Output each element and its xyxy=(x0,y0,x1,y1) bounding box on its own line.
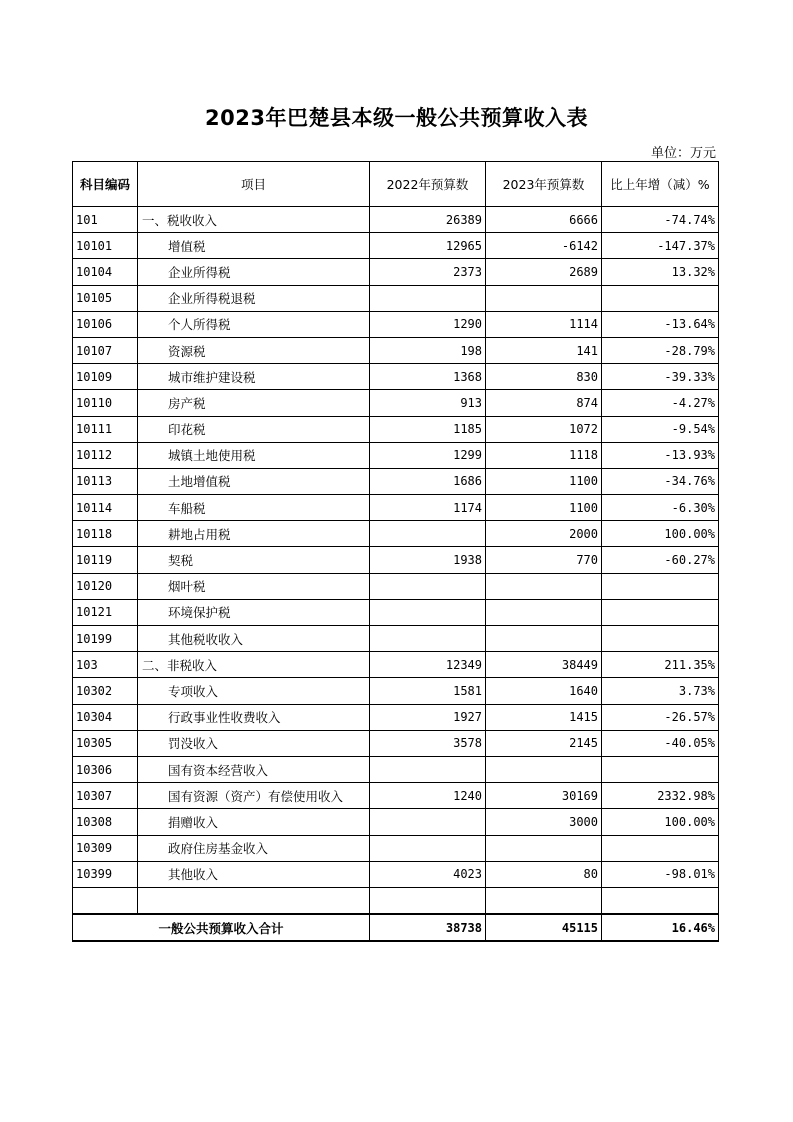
cell-item: 国有资本经营收入 xyxy=(138,756,370,782)
cell-code: 10307 xyxy=(73,783,138,809)
header-2023: 2023年预算数 xyxy=(486,162,602,207)
cell-2023: -6142 xyxy=(486,233,602,259)
cell-code: 10101 xyxy=(73,233,138,259)
table-row xyxy=(73,468,719,494)
header-item: 项目 xyxy=(138,162,370,207)
budget-table xyxy=(72,161,719,942)
cell-change: -4.27% xyxy=(602,390,719,416)
cell-item: 城镇土地使用税 xyxy=(138,442,370,468)
cell-2023 xyxy=(486,887,602,914)
table-row xyxy=(73,704,719,730)
cell-2022 xyxy=(370,887,486,914)
cell-2022: 12349 xyxy=(370,652,486,678)
cell-change: -74.74% xyxy=(602,207,719,233)
table-row xyxy=(73,599,719,625)
cell-code: 10105 xyxy=(73,285,138,311)
cell-change xyxy=(602,573,719,599)
cell-change: 100.00% xyxy=(602,809,719,835)
cell-item: 城市维护建设税 xyxy=(138,364,370,390)
cell-2023: 1118 xyxy=(486,442,602,468)
header-code: 科目编码 xyxy=(73,162,138,207)
cell-2023: 2689 xyxy=(486,259,602,285)
page-title: 2023年巴楚县本级一般公共预算收入表 xyxy=(205,106,588,130)
table-row xyxy=(73,495,719,521)
cell-code: 10106 xyxy=(73,311,138,337)
table-row xyxy=(73,442,719,468)
table-row xyxy=(73,547,719,573)
cell-code xyxy=(73,887,138,914)
cell-item: 增值税 xyxy=(138,233,370,259)
cell-2023 xyxy=(486,835,602,861)
cell-2023: 874 xyxy=(486,390,602,416)
cell-2023 xyxy=(486,285,602,311)
cell-item: 环境保护税 xyxy=(138,599,370,625)
cell-code: 10114 xyxy=(73,495,138,521)
cell-item: 国有资源（资产）有偿使用收入 xyxy=(138,783,370,809)
cell-change: -39.33% xyxy=(602,364,719,390)
cell-code: 10302 xyxy=(73,678,138,704)
total-label: 一般公共预算收入合计 xyxy=(73,914,370,941)
cell-change xyxy=(602,756,719,782)
cell-item: 其他收入 xyxy=(138,861,370,887)
cell-2022: 3578 xyxy=(370,730,486,756)
cell-item: 企业所得税 xyxy=(138,259,370,285)
cell-change: -98.01% xyxy=(602,861,719,887)
cell-item: 行政事业性收费收入 xyxy=(138,704,370,730)
cell-code: 10399 xyxy=(73,861,138,887)
cell-change xyxy=(602,887,719,914)
cell-code: 10308 xyxy=(73,809,138,835)
cell-2022: 1927 xyxy=(370,704,486,730)
cell-change: -147.37% xyxy=(602,233,719,259)
cell-2023 xyxy=(486,599,602,625)
cell-change: 100.00% xyxy=(602,521,719,547)
table-row xyxy=(73,861,719,887)
cell-2023 xyxy=(486,756,602,782)
unit-label: 单位：万元 xyxy=(650,146,716,161)
cell-2022: 2373 xyxy=(370,259,486,285)
cell-2023: 2000 xyxy=(486,521,602,547)
cell-code: 10121 xyxy=(73,599,138,625)
cell-item: 烟叶税 xyxy=(138,573,370,599)
total-2022: 38738 xyxy=(370,914,486,941)
cell-2023: 141 xyxy=(486,337,602,363)
cell-code: 10118 xyxy=(73,521,138,547)
header-row xyxy=(73,162,719,207)
table-row xyxy=(73,233,719,259)
cell-item: 车船税 xyxy=(138,495,370,521)
cell-2022: 1290 xyxy=(370,311,486,337)
cell-code: 10109 xyxy=(73,364,138,390)
cell-item: 耕地占用税 xyxy=(138,521,370,547)
table-row xyxy=(73,835,719,861)
table-row xyxy=(73,809,719,835)
cell-2023: 6666 xyxy=(486,207,602,233)
cell-change xyxy=(602,285,719,311)
cell-change: 211.35% xyxy=(602,652,719,678)
cell-item: 捐赠收入 xyxy=(138,809,370,835)
table-row xyxy=(73,207,719,233)
cell-2023: 1100 xyxy=(486,468,602,494)
cell-2022: 4023 xyxy=(370,861,486,887)
cell-change: 3.73% xyxy=(602,678,719,704)
cell-code: 10304 xyxy=(73,704,138,730)
table-row xyxy=(73,756,719,782)
cell-2022 xyxy=(370,285,486,311)
cell-2022 xyxy=(370,521,486,547)
cell-item: 土地增值税 xyxy=(138,468,370,494)
table-row xyxy=(73,311,719,337)
cell-item: 资源税 xyxy=(138,337,370,363)
table-row xyxy=(73,416,719,442)
cell-2023: 770 xyxy=(486,547,602,573)
cell-code: 10111 xyxy=(73,416,138,442)
header-2022: 2022年预算数 xyxy=(370,162,486,207)
cell-2023: 1072 xyxy=(486,416,602,442)
cell-item: 企业所得税退税 xyxy=(138,285,370,311)
total-change: 16.46% xyxy=(602,914,719,941)
cell-item: 个人所得税 xyxy=(138,311,370,337)
cell-code: 10110 xyxy=(73,390,138,416)
cell-item: 罚没收入 xyxy=(138,730,370,756)
cell-change: -13.64% xyxy=(602,311,719,337)
cell-2022: 1368 xyxy=(370,364,486,390)
cell-2022: 1938 xyxy=(370,547,486,573)
cell-2023: 3000 xyxy=(486,809,602,835)
table-row xyxy=(73,337,719,363)
cell-change xyxy=(602,835,719,861)
cell-code: 10199 xyxy=(73,626,138,652)
cell-2022: 12965 xyxy=(370,233,486,259)
cell-2023: 80 xyxy=(486,861,602,887)
cell-2022 xyxy=(370,599,486,625)
cell-item: 专项收入 xyxy=(138,678,370,704)
cell-2022: 1686 xyxy=(370,468,486,494)
cell-2023: 1640 xyxy=(486,678,602,704)
cell-2023: 1100 xyxy=(486,495,602,521)
cell-2023 xyxy=(486,573,602,599)
table-row xyxy=(73,390,719,416)
cell-change: 13.32% xyxy=(602,259,719,285)
cell-2023: 38449 xyxy=(486,652,602,678)
cell-2022: 913 xyxy=(370,390,486,416)
header-change: 比上年增（减）% xyxy=(602,162,719,207)
cell-item: 政府住房基金收入 xyxy=(138,835,370,861)
cell-2022: 1174 xyxy=(370,495,486,521)
total-2023: 45115 xyxy=(486,914,602,941)
cell-code: 10309 xyxy=(73,835,138,861)
cell-change: -9.54% xyxy=(602,416,719,442)
cell-item: 一、税收收入 xyxy=(138,207,370,233)
cell-change: -13.93% xyxy=(602,442,719,468)
table-row xyxy=(73,678,719,704)
table-row xyxy=(73,573,719,599)
cell-item xyxy=(138,887,370,914)
cell-2022: 26389 xyxy=(370,207,486,233)
cell-change: 2332.98% xyxy=(602,783,719,809)
cell-item: 房产税 xyxy=(138,390,370,416)
table-row xyxy=(73,259,719,285)
cell-2022 xyxy=(370,756,486,782)
cell-2022: 1299 xyxy=(370,442,486,468)
cell-change: -26.57% xyxy=(602,704,719,730)
total-row xyxy=(73,914,719,941)
cell-2023: 2145 xyxy=(486,730,602,756)
cell-item: 契税 xyxy=(138,547,370,573)
cell-code: 10107 xyxy=(73,337,138,363)
cell-code: 10104 xyxy=(73,259,138,285)
cell-2022 xyxy=(370,626,486,652)
cell-code: 101 xyxy=(73,207,138,233)
cell-code: 10305 xyxy=(73,730,138,756)
table-row xyxy=(73,730,719,756)
cell-code: 10306 xyxy=(73,756,138,782)
cell-item: 印花税 xyxy=(138,416,370,442)
cell-change xyxy=(602,626,719,652)
table-row xyxy=(73,364,719,390)
cell-code: 10120 xyxy=(73,573,138,599)
cell-item: 二、非税收入 xyxy=(138,652,370,678)
cell-2022 xyxy=(370,573,486,599)
cell-2022 xyxy=(370,809,486,835)
table-row xyxy=(73,521,719,547)
table-row xyxy=(73,626,719,652)
cell-2022: 1240 xyxy=(370,783,486,809)
cell-2023: 1415 xyxy=(486,704,602,730)
cell-2022: 198 xyxy=(370,337,486,363)
cell-change: -28.79% xyxy=(602,337,719,363)
table-row xyxy=(73,783,719,809)
cell-2022: 1185 xyxy=(370,416,486,442)
cell-item: 其他税收收入 xyxy=(138,626,370,652)
cell-2023: 1114 xyxy=(486,311,602,337)
cell-code: 10112 xyxy=(73,442,138,468)
table-row xyxy=(73,887,719,914)
cell-code: 103 xyxy=(73,652,138,678)
cell-code: 10119 xyxy=(73,547,138,573)
cell-change: -40.05% xyxy=(602,730,719,756)
cell-2023: 30169 xyxy=(486,783,602,809)
cell-2022: 1581 xyxy=(370,678,486,704)
table-row xyxy=(73,652,719,678)
cell-change xyxy=(602,599,719,625)
cell-code: 10113 xyxy=(73,468,138,494)
table-row xyxy=(73,285,719,311)
cell-change: -34.76% xyxy=(602,468,719,494)
cell-2022 xyxy=(370,835,486,861)
cell-2023 xyxy=(486,626,602,652)
cell-2023: 830 xyxy=(486,364,602,390)
cell-change: -60.27% xyxy=(602,547,719,573)
cell-change: -6.30% xyxy=(602,495,719,521)
